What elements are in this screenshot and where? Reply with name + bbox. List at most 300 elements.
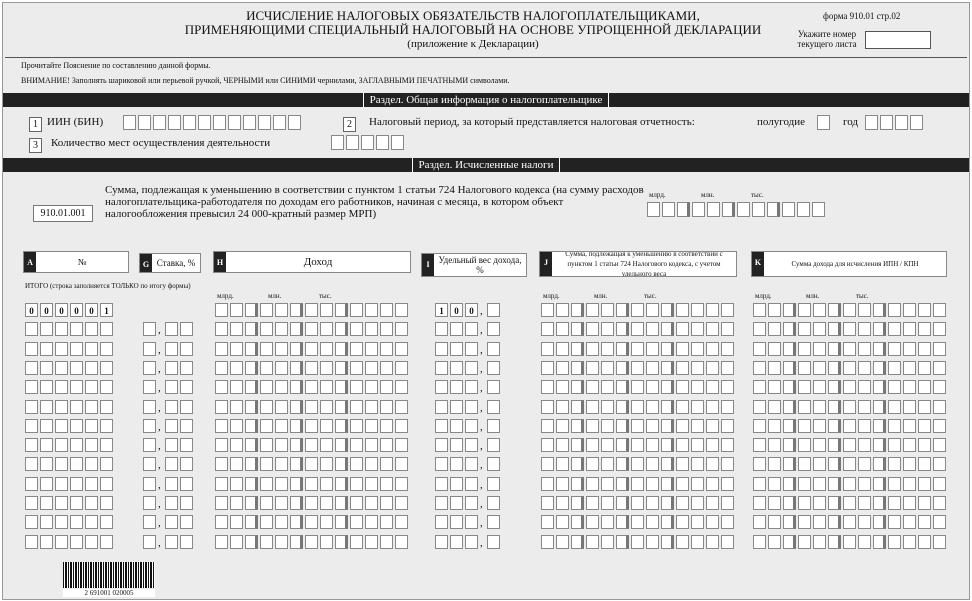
table-cell[interactable] xyxy=(100,419,113,433)
row-cell-group[interactable] xyxy=(753,361,948,375)
table-cell[interactable] xyxy=(691,535,704,549)
row-cell-group[interactable] xyxy=(753,496,948,510)
table-cell[interactable] xyxy=(465,380,478,394)
table-cell[interactable] xyxy=(245,322,258,336)
table-cell[interactable] xyxy=(487,361,500,375)
table-cell[interactable] xyxy=(85,438,98,452)
row-cell-group[interactable] xyxy=(25,400,115,414)
table-cell[interactable] xyxy=(290,438,303,452)
row-cell-group[interactable] xyxy=(215,477,410,491)
row-cell-group[interactable] xyxy=(487,303,502,317)
table-cell[interactable] xyxy=(646,515,659,529)
row-cell-group[interactable] xyxy=(25,303,115,317)
table-cell[interactable] xyxy=(350,380,363,394)
table-cell[interactable] xyxy=(783,515,796,529)
table-cell[interactable] xyxy=(260,322,273,336)
table-cell[interactable] xyxy=(858,400,871,414)
row-cell-group[interactable] xyxy=(165,457,195,471)
table-cell[interactable] xyxy=(661,496,674,510)
row-cell-group[interactable] xyxy=(215,457,410,471)
table-cell[interactable] xyxy=(721,419,734,433)
table-cell[interactable] xyxy=(435,438,448,452)
row-cell-group[interactable] xyxy=(25,438,115,452)
table-cell[interactable] xyxy=(676,457,689,471)
table-cell[interactable] xyxy=(275,342,288,356)
row-cell-group[interactable] xyxy=(143,342,158,356)
table-cell[interactable] xyxy=(320,342,333,356)
table-cell[interactable] xyxy=(918,303,931,317)
table-cell[interactable] xyxy=(70,515,83,529)
table-cell[interactable] xyxy=(783,303,796,317)
table-cell[interactable] xyxy=(903,457,916,471)
table-cell[interactable] xyxy=(365,438,378,452)
table-cell[interactable] xyxy=(85,419,98,433)
table-cell[interactable] xyxy=(706,342,719,356)
table-cell[interactable] xyxy=(813,342,826,356)
table-cell[interactable] xyxy=(215,303,228,317)
table-cell[interactable] xyxy=(305,322,318,336)
row-cell-group[interactable] xyxy=(753,322,948,336)
table-cell[interactable] xyxy=(933,535,946,549)
input-cell[interactable] xyxy=(138,115,151,130)
table-cell[interactable] xyxy=(556,303,569,317)
row-cell-group[interactable] xyxy=(487,477,502,491)
row-cell-group[interactable] xyxy=(541,322,736,336)
table-cell[interactable] xyxy=(721,438,734,452)
table-cell[interactable] xyxy=(676,361,689,375)
table-cell[interactable] xyxy=(40,496,53,510)
row-cell-group[interactable] xyxy=(165,419,195,433)
table-cell[interactable] xyxy=(260,515,273,529)
table-cell[interactable] xyxy=(230,342,243,356)
table-cell[interactable] xyxy=(858,515,871,529)
table-cell[interactable] xyxy=(903,303,916,317)
table-cell[interactable] xyxy=(873,477,886,491)
table-cell[interactable] xyxy=(275,322,288,336)
table-cell[interactable] xyxy=(721,322,734,336)
table-cell[interactable] xyxy=(275,457,288,471)
table-cell[interactable] xyxy=(100,515,113,529)
table-cell[interactable] xyxy=(813,535,826,549)
table-cell[interactable] xyxy=(380,515,393,529)
table-cell[interactable] xyxy=(571,438,584,452)
table-cell[interactable] xyxy=(350,322,363,336)
table-cell[interactable] xyxy=(888,361,901,375)
table-cell[interactable] xyxy=(858,477,871,491)
table-cell[interactable] xyxy=(55,535,68,549)
table-cell[interactable] xyxy=(828,342,841,356)
table-cell[interactable] xyxy=(616,438,629,452)
row-cell-group[interactable] xyxy=(541,535,736,549)
table-cell[interactable] xyxy=(40,380,53,394)
table-cell[interactable] xyxy=(350,457,363,471)
table-cell[interactable]: 0 xyxy=(40,303,53,317)
table-cell[interactable] xyxy=(305,303,318,317)
table-cell[interactable] xyxy=(556,496,569,510)
table-cell[interactable] xyxy=(365,380,378,394)
table-cell[interactable] xyxy=(55,322,68,336)
table-cell[interactable] xyxy=(768,496,781,510)
table-cell[interactable] xyxy=(350,419,363,433)
table-cell[interactable] xyxy=(768,457,781,471)
row-cell-group[interactable] xyxy=(143,419,158,433)
table-cell[interactable] xyxy=(858,419,871,433)
table-cell[interactable] xyxy=(25,342,38,356)
row-cell-group[interactable] xyxy=(165,515,195,529)
input-cell[interactable] xyxy=(767,202,780,217)
table-cell[interactable] xyxy=(25,535,38,549)
input-cell[interactable] xyxy=(168,115,181,130)
input-cell[interactable] xyxy=(647,202,660,217)
table-cell[interactable] xyxy=(768,342,781,356)
table-cell[interactable] xyxy=(85,400,98,414)
table-cell[interactable] xyxy=(918,380,931,394)
table-cell[interactable] xyxy=(275,361,288,375)
table-cell[interactable] xyxy=(768,438,781,452)
table-cell[interactable] xyxy=(571,419,584,433)
table-cell[interactable] xyxy=(873,457,886,471)
table-cell[interactable] xyxy=(380,361,393,375)
table-cell[interactable] xyxy=(85,361,98,375)
row-cell-group[interactable] xyxy=(165,361,195,375)
table-cell[interactable] xyxy=(586,303,599,317)
table-cell[interactable] xyxy=(676,496,689,510)
table-cell[interactable] xyxy=(245,400,258,414)
table-cell[interactable] xyxy=(165,477,178,491)
table-cell[interactable] xyxy=(541,400,554,414)
table-cell[interactable] xyxy=(165,515,178,529)
table-cell[interactable] xyxy=(395,380,408,394)
table-cell[interactable] xyxy=(465,419,478,433)
table-cell[interactable] xyxy=(245,419,258,433)
table-cell[interactable] xyxy=(25,380,38,394)
table-cell[interactable] xyxy=(541,535,554,549)
row-cell-group[interactable] xyxy=(25,496,115,510)
table-cell[interactable] xyxy=(165,535,178,549)
table-cell[interactable] xyxy=(320,322,333,336)
table-cell[interactable] xyxy=(380,380,393,394)
table-cell[interactable] xyxy=(571,400,584,414)
table-cell[interactable] xyxy=(55,361,68,375)
table-cell[interactable] xyxy=(335,457,348,471)
table-cell[interactable] xyxy=(631,342,644,356)
table-cell[interactable] xyxy=(828,438,841,452)
table-cell[interactable] xyxy=(601,535,614,549)
table-cell[interactable] xyxy=(616,496,629,510)
table-cell[interactable] xyxy=(25,419,38,433)
table-cell[interactable] xyxy=(918,535,931,549)
row-cell-group[interactable] xyxy=(25,477,115,491)
row-cell-group[interactable] xyxy=(165,535,195,549)
table-cell[interactable] xyxy=(180,380,193,394)
table-cell[interactable] xyxy=(843,400,856,414)
table-cell[interactable] xyxy=(631,400,644,414)
table-cell[interactable] xyxy=(858,322,871,336)
table-cell[interactable] xyxy=(215,322,228,336)
table-cell[interactable] xyxy=(165,438,178,452)
input-cell[interactable] xyxy=(361,135,374,150)
table-cell[interactable] xyxy=(571,361,584,375)
table-cell[interactable] xyxy=(783,477,796,491)
table-cell[interactable] xyxy=(813,400,826,414)
table-cell[interactable] xyxy=(245,457,258,471)
table-cell[interactable] xyxy=(100,342,113,356)
table-cell[interactable] xyxy=(25,515,38,529)
table-cell[interactable] xyxy=(858,361,871,375)
table-cell[interactable] xyxy=(230,419,243,433)
table-cell[interactable] xyxy=(275,535,288,549)
table-cell[interactable] xyxy=(918,457,931,471)
row-cell-group[interactable] xyxy=(753,515,948,529)
table-cell[interactable] xyxy=(395,342,408,356)
table-cell[interactable] xyxy=(180,535,193,549)
table-cell[interactable] xyxy=(631,322,644,336)
table-cell[interactable] xyxy=(290,342,303,356)
table-cell[interactable] xyxy=(487,342,500,356)
table-cell[interactable] xyxy=(55,496,68,510)
table-cell[interactable] xyxy=(601,515,614,529)
table-cell[interactable] xyxy=(753,322,766,336)
row-cell-group[interactable] xyxy=(753,303,948,317)
table-cell[interactable] xyxy=(616,457,629,471)
table-cell[interactable] xyxy=(661,400,674,414)
table-cell[interactable] xyxy=(40,322,53,336)
table-cell[interactable] xyxy=(768,303,781,317)
table-cell[interactable] xyxy=(768,322,781,336)
table-cell[interactable] xyxy=(350,342,363,356)
table-cell[interactable] xyxy=(350,438,363,452)
table-cell[interactable] xyxy=(843,438,856,452)
table-cell[interactable] xyxy=(450,535,463,549)
table-cell[interactable] xyxy=(70,535,83,549)
table-cell[interactable] xyxy=(541,419,554,433)
table-cell[interactable] xyxy=(100,535,113,549)
table-cell[interactable] xyxy=(768,361,781,375)
table-cell[interactable]: 0 xyxy=(55,303,68,317)
table-cell[interactable] xyxy=(180,400,193,414)
table-cell[interactable] xyxy=(180,477,193,491)
table-cell[interactable] xyxy=(721,535,734,549)
table-cell[interactable] xyxy=(230,535,243,549)
table-cell[interactable] xyxy=(40,457,53,471)
table-cell[interactable] xyxy=(646,535,659,549)
table-cell[interactable] xyxy=(813,496,826,510)
row-cell-group[interactable] xyxy=(25,342,115,356)
table-cell[interactable] xyxy=(691,303,704,317)
table-cell[interactable] xyxy=(365,303,378,317)
table-cell[interactable] xyxy=(676,438,689,452)
input-cell[interactable] xyxy=(123,115,136,130)
input-cell[interactable] xyxy=(865,115,878,130)
table-cell[interactable] xyxy=(903,438,916,452)
table-cell[interactable] xyxy=(230,457,243,471)
table-cell[interactable] xyxy=(903,322,916,336)
table-cell[interactable] xyxy=(676,477,689,491)
table-cell[interactable] xyxy=(798,457,811,471)
table-cell[interactable] xyxy=(305,535,318,549)
table-cell[interactable] xyxy=(380,342,393,356)
table-cell[interactable] xyxy=(350,477,363,491)
row-cell-group[interactable] xyxy=(143,438,158,452)
table-cell[interactable] xyxy=(586,477,599,491)
row-cell-group[interactable] xyxy=(487,438,502,452)
table-cell[interactable] xyxy=(487,457,500,471)
table-cell[interactable] xyxy=(25,438,38,452)
table-cell[interactable] xyxy=(721,477,734,491)
row-cell-group[interactable] xyxy=(435,361,480,375)
table-cell[interactable] xyxy=(143,496,156,510)
table-cell[interactable] xyxy=(230,303,243,317)
table-cell[interactable] xyxy=(260,361,273,375)
table-cell[interactable] xyxy=(365,457,378,471)
input-cell[interactable] xyxy=(331,135,344,150)
table-cell[interactable] xyxy=(450,342,463,356)
table-cell[interactable] xyxy=(143,535,156,549)
row-cell-group[interactable] xyxy=(215,303,410,317)
year-cells[interactable] xyxy=(865,115,925,130)
row-cell-group[interactable] xyxy=(541,400,736,414)
table-cell[interactable] xyxy=(646,361,659,375)
table-cell[interactable] xyxy=(631,496,644,510)
table-cell[interactable] xyxy=(487,535,500,549)
row-cell-group[interactable] xyxy=(487,496,502,510)
table-cell[interactable] xyxy=(616,477,629,491)
table-cell[interactable] xyxy=(335,515,348,529)
table-cell[interactable] xyxy=(70,322,83,336)
table-cell[interactable] xyxy=(768,380,781,394)
table-cell[interactable] xyxy=(616,515,629,529)
table-cell[interactable] xyxy=(661,477,674,491)
table-cell[interactable] xyxy=(691,342,704,356)
row-cell-group[interactable] xyxy=(541,438,736,452)
row-cell-group[interactable] xyxy=(541,419,736,433)
table-cell[interactable] xyxy=(180,496,193,510)
table-cell[interactable] xyxy=(768,515,781,529)
table-cell[interactable] xyxy=(661,515,674,529)
row-cell-group[interactable] xyxy=(165,380,195,394)
table-cell[interactable] xyxy=(305,380,318,394)
table-cell[interactable] xyxy=(85,535,98,549)
table-cell[interactable] xyxy=(571,342,584,356)
table-cell[interactable] xyxy=(230,477,243,491)
table-cell[interactable] xyxy=(395,515,408,529)
table-cell[interactable] xyxy=(450,380,463,394)
row-cell-group[interactable] xyxy=(435,496,480,510)
table-cell[interactable] xyxy=(541,496,554,510)
table-cell[interactable] xyxy=(350,535,363,549)
table-cell[interactable] xyxy=(571,535,584,549)
input-cell[interactable] xyxy=(198,115,211,130)
row-cell-group[interactable] xyxy=(215,361,410,375)
table-cell[interactable] xyxy=(556,438,569,452)
row-cell-group[interactable] xyxy=(435,322,480,336)
table-cell[interactable] xyxy=(290,477,303,491)
table-cell[interactable] xyxy=(350,303,363,317)
table-cell[interactable]: 0 xyxy=(85,303,98,317)
table-cell[interactable] xyxy=(691,515,704,529)
input-cell[interactable] xyxy=(376,135,389,150)
table-cell[interactable] xyxy=(753,457,766,471)
table-cell[interactable] xyxy=(888,496,901,510)
table-cell[interactable] xyxy=(706,322,719,336)
table-cell[interactable] xyxy=(601,438,614,452)
table-cell[interactable] xyxy=(783,361,796,375)
table-cell[interactable] xyxy=(798,438,811,452)
table-cell[interactable] xyxy=(435,419,448,433)
table-cell[interactable] xyxy=(290,496,303,510)
table-cell[interactable] xyxy=(165,496,178,510)
table-cell[interactable] xyxy=(933,477,946,491)
table-cell[interactable] xyxy=(631,380,644,394)
table-cell[interactable] xyxy=(487,496,500,510)
table-cell[interactable] xyxy=(813,322,826,336)
table-cell[interactable] xyxy=(70,477,83,491)
table-cell[interactable] xyxy=(571,457,584,471)
table-cell[interactable] xyxy=(721,380,734,394)
table-cell[interactable] xyxy=(571,477,584,491)
table-cell[interactable] xyxy=(918,477,931,491)
table-cell[interactable] xyxy=(305,515,318,529)
table-cell[interactable] xyxy=(143,380,156,394)
table-cell[interactable] xyxy=(631,419,644,433)
table-cell[interactable] xyxy=(888,535,901,549)
table-cell[interactable] xyxy=(143,515,156,529)
table-cell[interactable] xyxy=(260,400,273,414)
table-cell[interactable] xyxy=(215,457,228,471)
table-cell[interactable] xyxy=(487,380,500,394)
table-cell[interactable] xyxy=(706,400,719,414)
table-cell[interactable] xyxy=(55,457,68,471)
table-cell[interactable] xyxy=(465,322,478,336)
table-cell[interactable] xyxy=(676,342,689,356)
table-cell[interactable] xyxy=(646,457,659,471)
table-cell[interactable] xyxy=(465,438,478,452)
table-cell[interactable] xyxy=(230,380,243,394)
table-cell[interactable] xyxy=(230,496,243,510)
table-cell[interactable] xyxy=(706,419,719,433)
input-cell[interactable] xyxy=(391,135,404,150)
row-cell-group[interactable] xyxy=(487,535,502,549)
table-cell[interactable] xyxy=(275,419,288,433)
table-cell[interactable] xyxy=(541,303,554,317)
table-cell[interactable] xyxy=(721,457,734,471)
table-cell[interactable] xyxy=(571,515,584,529)
row-cell-group[interactable] xyxy=(487,457,502,471)
table-cell[interactable] xyxy=(100,457,113,471)
table-cell[interactable] xyxy=(435,535,448,549)
table-cell[interactable] xyxy=(395,438,408,452)
table-cell[interactable] xyxy=(813,303,826,317)
table-cell[interactable] xyxy=(541,438,554,452)
table-cell[interactable] xyxy=(646,322,659,336)
row-cell-group[interactable] xyxy=(487,419,502,433)
table-cell[interactable] xyxy=(828,515,841,529)
table-cell[interactable] xyxy=(215,342,228,356)
table-cell[interactable] xyxy=(873,535,886,549)
table-cell[interactable] xyxy=(798,342,811,356)
row-cell-group[interactable] xyxy=(25,322,115,336)
input-cell[interactable] xyxy=(880,115,893,130)
input-cell[interactable] xyxy=(228,115,241,130)
table-cell[interactable] xyxy=(487,515,500,529)
row-cell-group[interactable] xyxy=(143,496,158,510)
table-cell[interactable] xyxy=(215,477,228,491)
table-cell[interactable] xyxy=(335,535,348,549)
row-cell-group[interactable] xyxy=(215,535,410,549)
table-cell[interactable] xyxy=(380,457,393,471)
row-cell-group[interactable] xyxy=(143,457,158,471)
table-cell[interactable] xyxy=(85,322,98,336)
